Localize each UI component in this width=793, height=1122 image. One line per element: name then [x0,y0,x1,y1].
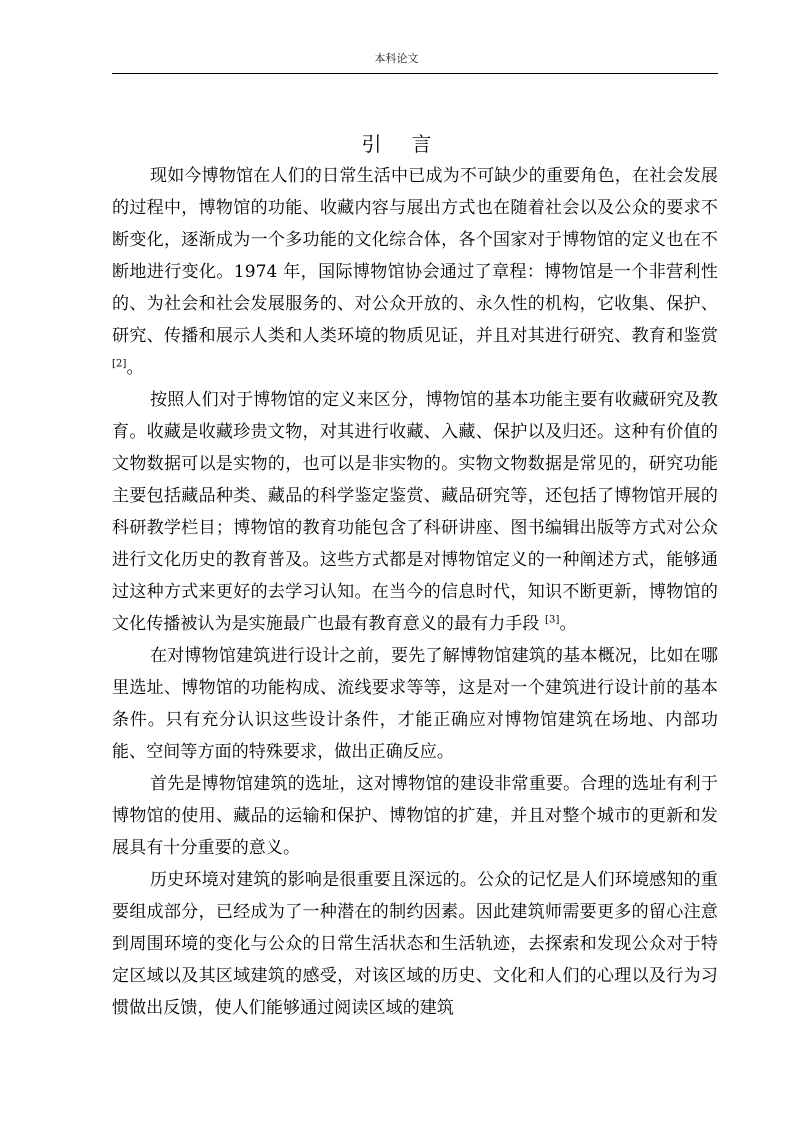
paragraph [112,160,718,384]
paragraph [112,864,718,1024]
body-text [112,160,718,1024]
section-title: 引言 [361,132,462,156]
paragraph-text: 首先是博物馆建筑的选址，这对博物馆的建设非常重要。合理的选址有利于博物馆的使用、藏品的运输和保护、博物馆的扩建，并且对整个城市的更新和发展具有十分重要的意义。 [112,774,718,858]
paragraph-text: 在对博物馆建筑进行设计之前，要先了解博物馆建筑的基本概况，比如在哪里选址、博物馆的功能构成、流线要求等等，这是对一个建筑进行设计前的基本条件。只有充分认识这些设计条件，才能正确应对博物馆建筑在场地、内部功能、空间等方面的特殊要求，做出正确反应。 [112,646,718,762]
paragraph-text: 现如今博物馆在人们的日常生活中已成为不可缺少的重要角色，在社会发展的过程中，博物馆的功能、收藏内容与展出方式也在随着社会以及公众的要求不断变化，逐渐成为一个多功能的文化综合体，各个国家对于博物馆的定义也在不断地进行变化。1974 年，国际博物馆协会通过了章程：博物馆是一个非营利性的、为社会和社会发展服务的、对公众开放的、永久性的机构，它收集、保护、研究、传播和展示人类和人类环境的物质见证，并且对其进行研究、教育和鉴赏 [112,166,718,346]
citation-ref: [3] [545,614,560,626]
paragraph [112,384,718,640]
header-divider [112,73,718,74]
paragraph [112,640,718,768]
paragraph [112,768,718,864]
paragraph-text: 按照人们对于博物馆的定义来区分，博物馆的基本功能主要有收藏研究及教育。收藏是收藏珍贵文物，对其进行收藏、入藏、保护以及归还。这种有价值的文物数据可以是实物的，也可以是非实物的。实物文物数据是常见的，研究功能主要包括藏品种类、藏品的科学鉴定鉴赏、藏品研究等，还包括了博物馆开展的科研教学栏目；博物馆的教育功能包含了科研讲座、图书编辑出版等方式对公众进行文化历史的教育普及。这些方式都是对博物馆定义的一种阐述方式，能够通过这种方式来更好的去学习认知。在当今的信息时代，知识不断更新，博物馆的文化传播被认为是实施最广也最有教育意义的最有力手段 [112,390,718,634]
citation-ref: [2] [112,358,127,370]
paragraph-tail: 。 [559,614,577,634]
paragraph-tail: 。 [126,358,144,378]
paragraph-text: 历史环境对建筑的影响是很重要且深远的。公众的记忆是人们环境感知的重要组成部分，已经成为了一种潜在的制约因素。因此建筑师需要更多的留心注意到周围环境的变化与公众的日常生活状态和生活轨迹，去探索和发现公众对于特定区域以及其区域建筑的感受，对该区域的历史、文化和人们的心理以及行为习惯做出反馈，使人们能够通过阅读区域的建筑 [112,870,718,1018]
running-header: 本科论文 [374,52,419,65]
